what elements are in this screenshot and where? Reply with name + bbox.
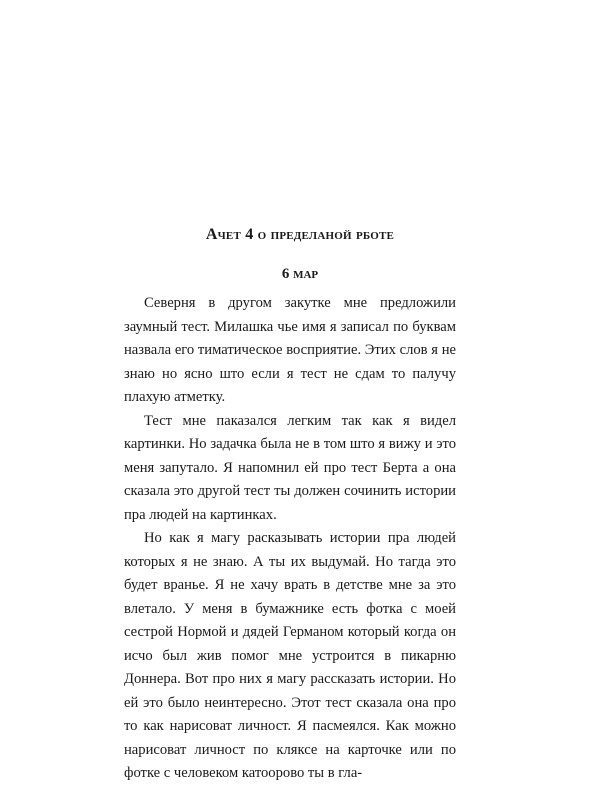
paragraph: Но как я магу расказывать истории пра людей которых я не знаю. А ты их выдумай. Но тагда это будет вранье. Я не хачу врать в детстве мне за это влетало. У меня в бумажнике есть фотка с моей сестрой Нормой и дядей Германом который когда он исчо был жив помог мне устроится в пикарню Доннера. Вот про них я магу рассказать истории. Но ей это было неинтересно. Этот тест сказала она про то как нарисоват личност. Я пасмеялся. Как можно нарисоват личност по кляксе на карточке или по фотке с человеком катоорово ты в гла- (124, 530, 456, 781)
chapter-title: Ачет 4 о пределаной рботе (205, 226, 395, 243)
body-text (124, 292, 456, 786)
paragraph: Северня в другом закутке мне предложили заумный тест. Милашка чье имя я записал по буквам назвала его тиматическое восприятие. Этих слов я не знаю но ясно што если я тест не сдам то палучу плахую атметку. (124, 295, 456, 405)
chapter-date: 6 мар (281, 266, 319, 282)
paragraph: Тест мне паказался легким так как я видел картинки. Но задачка была не в том што я вижу и это меня запутало. Я напомнил ей про тест Берта а она сказала это другой тест ты должен сочинить истории пра людей на картинках. (124, 412, 456, 523)
